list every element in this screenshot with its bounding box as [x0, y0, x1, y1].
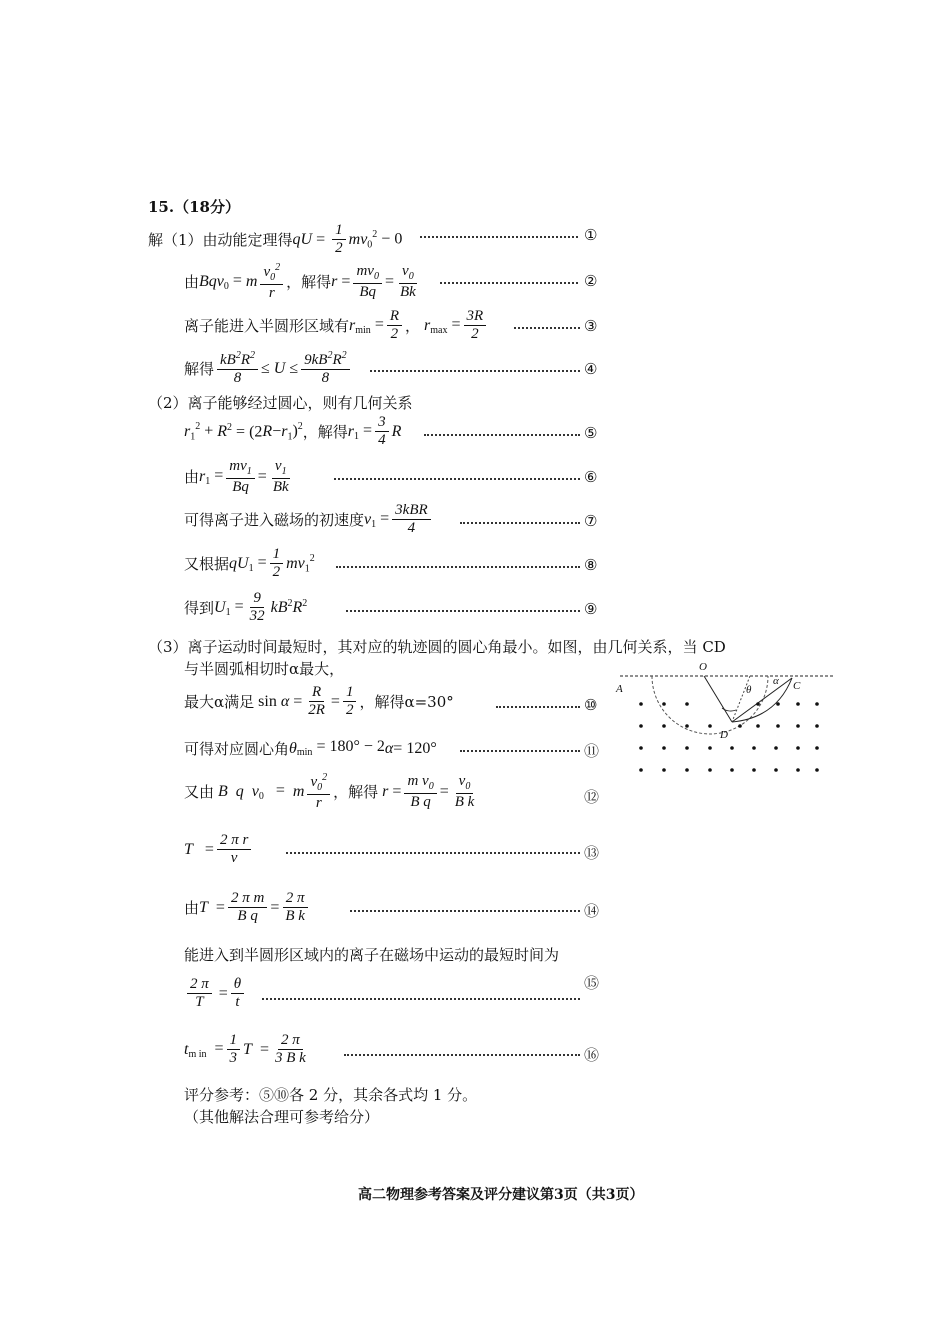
circled-14: ⑭	[584, 902, 600, 920]
part3-line2: 与半圆弧相切时α最大，	[184, 660, 345, 678]
circled-16: ⑯	[584, 1046, 600, 1064]
circled-3: ③	[584, 317, 598, 335]
shortest-text: 能进入到半圆形区域内的离子在磁场中运动的最短时间为	[184, 946, 560, 964]
eq-2: 由 Bqv $_0$ = m $\frac{v_0^2}{r}$ ，解得 r = $\frac{mv_0}{Bq}$ = $\frac{v_0}{Bk}$	[184, 262, 416, 301]
circled-13: ⑬	[584, 844, 600, 862]
label-alpha: α	[773, 675, 779, 687]
eq-7: 可得离子进入磁场的初速度 v $_1$ = $\frac{\text{3kBR}}{4}$	[184, 502, 434, 538]
label-c: C	[793, 680, 801, 692]
label-o: O	[699, 661, 707, 673]
label-a: A	[616, 683, 623, 695]
circled-12: ⑫	[584, 788, 600, 806]
circled-15: ⑮	[584, 974, 600, 992]
radius-line	[704, 676, 732, 722]
part2-intro: （2）离子能够经过圆心，则有几何关系	[148, 394, 413, 412]
eq-9: 得到 U $_1$ = $\frac{9}{32}$ kB $^2$ R $^2$	[184, 590, 308, 625]
eq-8: 又根据 qU $_1$ = $\frac{1}{2}$ mv $_1^2$	[184, 546, 315, 581]
circled-6: ⑥	[584, 468, 598, 486]
field-dots	[639, 702, 819, 772]
circled-7: ⑦	[584, 512, 598, 530]
eq-16: t $_{m in}$ = $\frac{1}{3}$ T = $\frac{2 \pi}{\text{3 B k}}$	[184, 1032, 306, 1067]
eq-6: 由 r $_1$ = $\frac{mv_1}{Bq}$ = $\frac{v_1}{Bk}$	[184, 458, 289, 495]
eq-13: T = $\frac{\text{2 π r}}{v}$	[184, 832, 254, 868]
eq-3: 离子能进入半圆形区域有 r $_{min}$ = $\frac{R}{2}$ ， r $_{max}$ = $\frac{3R}{2}$	[184, 308, 489, 344]
circled-8: ⑧	[584, 556, 598, 574]
circled-4: ④	[584, 360, 598, 378]
eq-1: 解（1）由动能定理得 qU = $\frac{1}{2}$ mv $_0^2$ − 0	[148, 222, 403, 257]
circled-5: ⑤	[584, 424, 598, 442]
scoring-note: 评分参考：⑤⑩各 2 分，其余各式均 1 分。	[184, 1086, 478, 1104]
magnetic-field-diagram	[612, 656, 838, 780]
eq-10: 最大α满足 sin α = $\frac{R}{2R}$ = $\frac{1}{2}$ ，解得α=30°	[184, 684, 454, 719]
eq-4: 解得 $\frac{kB^2R^2}{8}$ ≤ U ≤ $\frac{9kB^2R^2}{8}$	[184, 350, 353, 388]
circled-9: ⑨	[584, 600, 598, 618]
circled-1: ①	[584, 226, 598, 244]
eq-11: 可得对应圆心角 θ $_{min}$ = 180° − 2 α = 120°	[184, 738, 437, 759]
page-footer: 高二物理参考答案及评分建议第3页（共3页）	[358, 1187, 644, 1203]
circled-11: ⑪	[584, 742, 600, 760]
eq-15: $\frac{2 \pi}{T}$ = $\frac{\theta}{t}$	[184, 976, 247, 1012]
problem-title: 15.（18分）	[148, 198, 240, 216]
circled-2: ②	[584, 272, 598, 290]
label-theta: θ	[746, 684, 752, 696]
eq-5: r $_1^2$ + R $^2$ = (2 R − r $_1$)$^2$ ，解得 r $_1$ = $\frac{3}{4}$ R	[184, 414, 402, 449]
eq-12: 又由 B q v $_0$ = m $\frac{v_0^2}{r}$ ，解得 r = $\frac{m v_0}{\text{B q}}$ = $\frac{v_0}{\text{B k}}$	[184, 772, 475, 811]
label-d: D	[720, 729, 728, 741]
eq-14: 由 T = $\frac{\text{2 π m}}{\text{B q}}$ = $\frac{2 \pi}{\text{B k}}$	[184, 890, 311, 926]
other-methods-note: （其他解法合理可参考给分）	[184, 1108, 380, 1126]
part3-line1: （3）离子运动时间最短时，其对应的轨迹圆的圆心角最小。如图，由几何关系，当 CD	[148, 638, 726, 656]
circled-10: ⑩	[584, 696, 598, 714]
